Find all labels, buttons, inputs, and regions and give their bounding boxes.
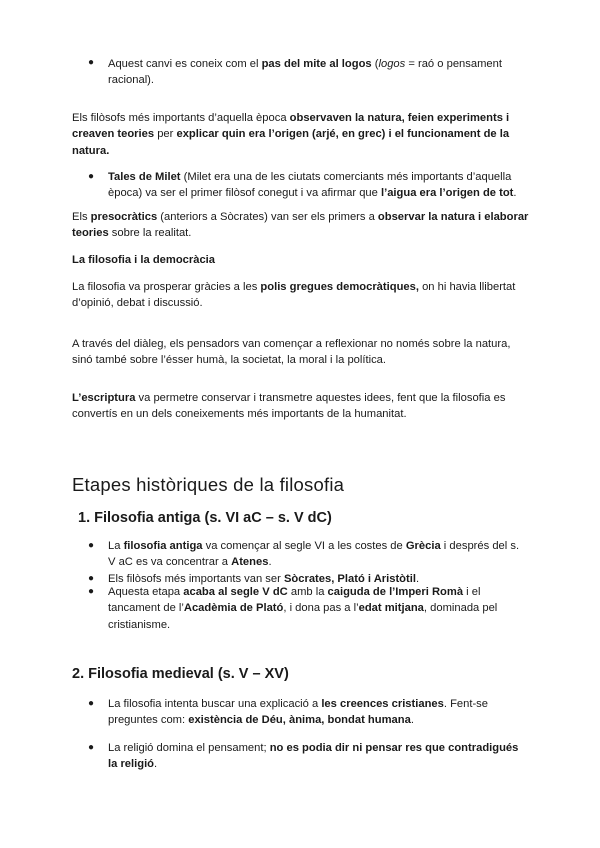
section-title-etapes: Etapes històriques de la filosofia bbox=[72, 474, 345, 495]
paragraph-tales: Tales de Milet (Milet era una de les ciutats comerciants més importants d’aquella època) va ser el primer filòsof conegut i va afirmar que l’aigua era l’origen de tot. bbox=[108, 171, 517, 200]
list-item-medieval-creences: La filosofia intenta buscar una explicació a les creences cristianes. Fent-se preguntes com: existència de Déu, ànima, bondat humana. bbox=[108, 698, 489, 727]
paragraph-dialeg: A través del diàleg, els pensadors van començar a reflexionar no només sobre la natura, sinó també sobre l’ésser humà, la societat, la moral i la política. bbox=[72, 338, 511, 367]
paragraph-escriptura: L’escriptura va permetre conservar i transmetre aquestes idees, fent que la filosofia es convertís en un dels coneixements més importants de la humanitat. bbox=[72, 392, 506, 421]
list-item-medieval-religio: La religió domina el pensament; no es podia dir ni pensar res que contradigués la religió. bbox=[108, 742, 519, 771]
list-item-antiga-final: Aquesta etapa acaba al segle V dC amb la caiguda de l’Imperi Romà i el tancament de l’Acadèmia de Plató, i dona pas a l’edat mitjana, dominada pel cristianisme. bbox=[108, 586, 498, 631]
subheading-democracia: La filosofia i la democràcia bbox=[72, 254, 216, 266]
bullet-icon: ● bbox=[88, 57, 95, 68]
paragraph-polis: La filosofia va prosperar gràcies a les polis gregues democràtiques, on hi havia llibertat d’opinió, debat i discussió. bbox=[72, 281, 516, 310]
section-heading-antiga: 1. Filosofia antiga (s. VI aC – s. V dC) bbox=[78, 510, 332, 526]
bullet-icon: ● bbox=[88, 171, 95, 182]
list-item-antiga-grecia: La filosofia antiga va començar al segle VI a les costes de Grècia i després del s. V aC es va concentrar a Atenes. bbox=[108, 540, 520, 569]
bullet-icon: ● bbox=[88, 573, 95, 584]
bullet-icon: ● bbox=[88, 698, 95, 709]
paragraph-filosofs: Els filòsofs més importants d’aquella època observaven la natura, feien experiments i creaven teories per explicar quin era l’origen (arjé, en grec) i el funcionament de la natura. bbox=[72, 112, 510, 157]
bullet-icon: ● bbox=[88, 586, 95, 597]
list-item-antiga-filosofs: Els filòsofs més importants van ser Sòcrates, Plató i Aristòtil. bbox=[108, 573, 420, 585]
bullet-icon: ● bbox=[88, 540, 95, 551]
paragraph-presocratics: Els presocràtics (anteriors a Sòcrates) van ser els primers a observar la natura i elaborar teories sobre la realitat. bbox=[72, 211, 529, 240]
paragraph-mite-logos: Aquest canvi es coneix com el pas del mite al logos (logos = raó o pensament racional). bbox=[108, 58, 502, 87]
bullet-icon: ● bbox=[88, 742, 95, 753]
section-heading-medieval: 2. Filosofia medieval (s. V – XV) bbox=[72, 666, 289, 682]
